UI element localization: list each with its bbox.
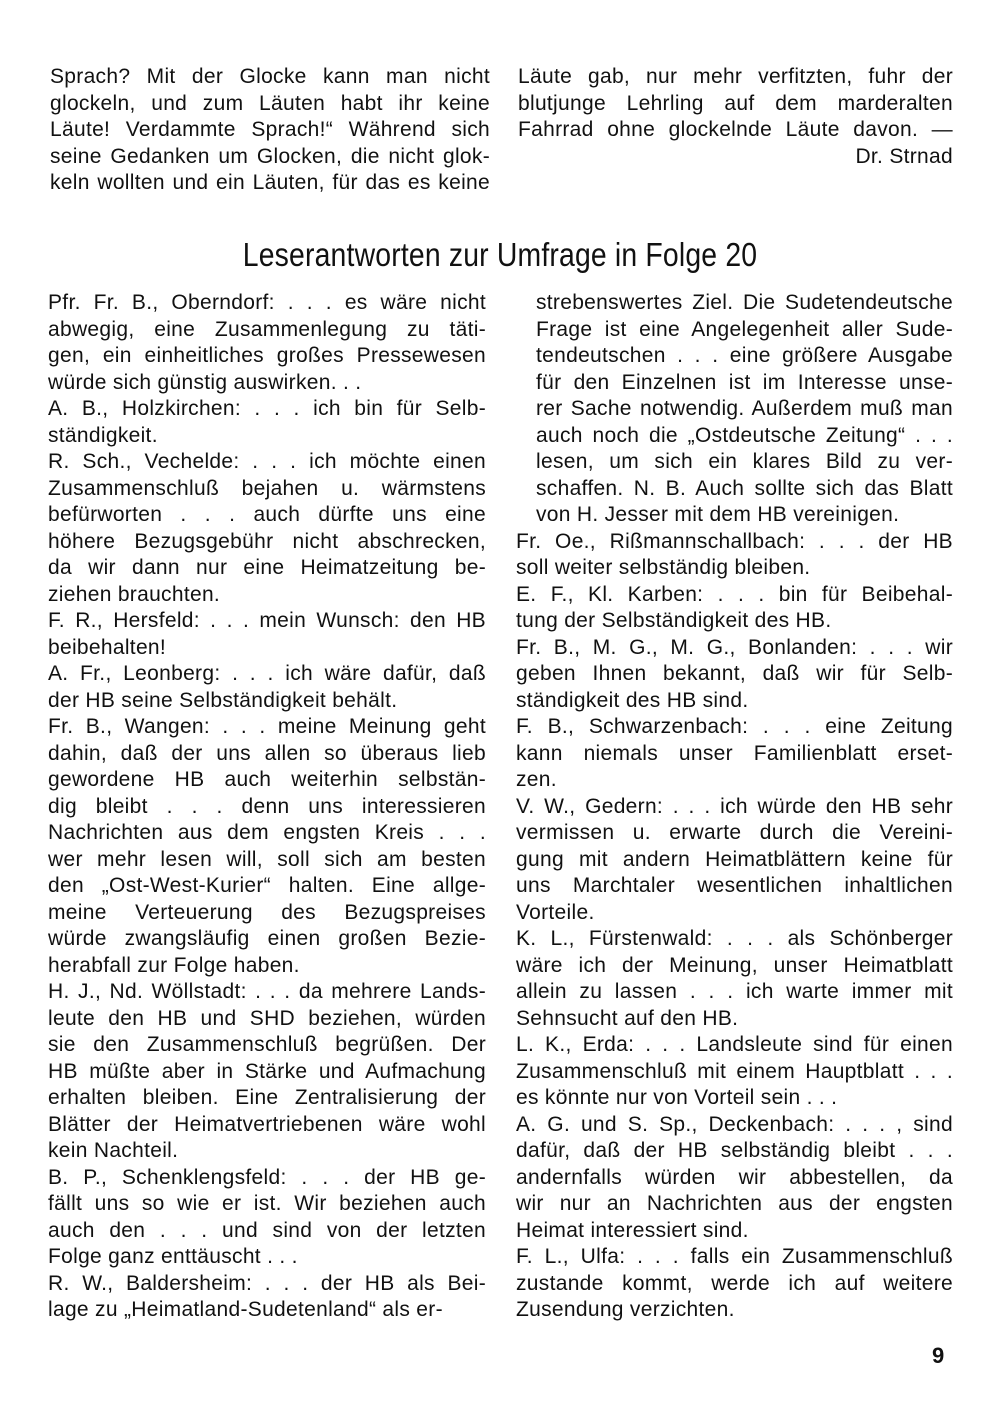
text-line: Pfr. Fr. B., Oberndorf: . . . es wäre nicht xyxy=(48,291,486,314)
continued-reader-reply xyxy=(516,290,953,529)
text-line: Fr. Oe., Rißmannschallbach: . . . der HB xyxy=(516,529,953,553)
text-line: Zusammenschluß bejahen u. wärmstens xyxy=(48,476,486,500)
text-line: Sprach? Mit der Glocke kann man nicht xyxy=(50,65,490,88)
text-line: würde zwangsläufig einen großen Bezie- xyxy=(48,927,486,950)
text-line: keln wollten und ein Läuten, für das es keine xyxy=(50,171,490,194)
reader-reply xyxy=(516,714,953,794)
text-line: R. Sch., Vechelde: . . . ich möchte einen xyxy=(48,450,486,473)
text-line: Sehnsucht auf den HB. xyxy=(516,1006,739,1030)
text-line: gung mit andern Heimatblättern keine für xyxy=(516,847,953,871)
text-line: erhalten bleiben. Eine Zentralisierung der xyxy=(48,1086,486,1109)
text-line: H. J., Nd. Wöllstadt: . . . da mehrere Lands- xyxy=(48,980,486,1003)
text-line: dahin, daß der uns allen so überaus lieb xyxy=(48,741,486,765)
text-line: strebenswertes Ziel. Die Sudetendeutsche xyxy=(536,291,953,314)
text-line: E. F., Kl. Karben: . . . bin für Beibehal- xyxy=(516,582,953,606)
text-line: leute den HB und SHD beziehen, würden xyxy=(48,1006,486,1030)
text-line: wer mehr lesen will, soll sich am besten xyxy=(48,847,486,871)
reader-reply xyxy=(516,582,953,635)
text-line: Blätter der Heimatvertriebenen wäre wohl xyxy=(48,1112,486,1136)
text-line: uns Marchtaler wesentlichen inhaltlichen xyxy=(516,874,953,897)
text-line: allein zu lassen . . . ich warte immer mit xyxy=(516,980,953,1003)
text-line: herabfall zur Folge haben. xyxy=(48,953,300,977)
text-line: F. R., Hersfeld: . . . mein Wunsch: den HB xyxy=(48,609,486,632)
reader-reply xyxy=(48,1165,486,1271)
text-line: ständigkeit. xyxy=(48,423,158,447)
text-line: ziehen brauchten. xyxy=(48,582,221,606)
reader-reply xyxy=(516,794,953,927)
text-line: ständigkeit des HB sind. xyxy=(516,688,749,712)
text-line: tendeutschen . . . eine größere Ausgabe xyxy=(536,344,953,367)
text-line: Fr. B., M. G., M. G., Bonlanden: . . . wir xyxy=(516,635,953,659)
text-line: blutjunge Lehrling auf dem marderalten xyxy=(518,91,953,115)
text-line: Nachrichten aus dem engsten Kreis . . . xyxy=(48,821,486,844)
text-line: soll weiter selbständig bleiben. xyxy=(516,556,811,579)
right-column xyxy=(516,290,953,1324)
text-line: Heimat interessiert sind. xyxy=(516,1218,749,1242)
reader-reply xyxy=(48,290,486,396)
text-line: HB müßte aber in Stärke und Aufmachung xyxy=(48,1059,486,1083)
text-line: zen. xyxy=(516,768,557,791)
text-line: wäre ich der Meinung, unser Heimatblatt xyxy=(516,953,953,977)
text-line: F. B., Schwarzenbach: . . . eine Zeitung xyxy=(516,715,953,738)
text-line: für den Einzelnen ist im Interesse unse- xyxy=(536,370,953,394)
text-line: zustande kommt, werde ich auf weitere xyxy=(516,1271,953,1295)
reader-reply xyxy=(516,529,953,582)
text-line: von H. Jesser mit dem HB vereinigen. xyxy=(536,503,900,526)
intro-text-right xyxy=(518,64,953,170)
text-line: Vorteile. xyxy=(516,900,595,924)
text-line: Folge ganz enttäuscht . . . xyxy=(48,1245,298,1268)
reader-reply xyxy=(48,1271,486,1324)
reader-reply xyxy=(516,1112,953,1245)
left-column xyxy=(48,290,486,1324)
text-line: A. Fr., Leonberg: . . . ich wäre dafür, daß xyxy=(48,662,486,685)
text-line: Zusammenschluß mit einem Hauptblatt . . . xyxy=(516,1059,953,1083)
text-line: gewordene HB auch weiterhin selbstän- xyxy=(48,768,486,791)
text-line: B. P., Schenklengsfeld: . . . der HB ge- xyxy=(48,1165,486,1189)
author-signature: Dr. Strnad xyxy=(855,144,953,168)
text-line: Fr. B., Wangen: . . . meine Meinung geht xyxy=(48,715,486,738)
reader-reply xyxy=(516,926,953,1032)
text-line: sie den Zusammenschluß begrüßen. Der xyxy=(48,1033,486,1056)
text-line: meine Verteuerung des Bezugspreises xyxy=(48,900,486,924)
reader-reply xyxy=(48,449,486,608)
text-line: Fahrrad ohne glockelnde Läute davon. — xyxy=(518,118,953,141)
text-line: A. G. und S. Sp., Deckenbach: . . . , sind xyxy=(516,1112,953,1136)
text-line: wir nur an Nachrichten aus der engsten xyxy=(516,1192,953,1215)
text-line: fällt uns so wie er ist. Wir beziehen auch xyxy=(48,1192,486,1215)
text-line: befürworten . . . auch dürfte uns eine xyxy=(48,503,486,526)
text-line: auch den . . . und sind von der letzten xyxy=(48,1218,486,1242)
text-line: V. W., Gedern: . . . ich würde den HB sehr xyxy=(516,794,953,818)
text-line: abwegig, eine Zusammenlegung zu täti- xyxy=(48,317,486,341)
reader-reply xyxy=(48,661,486,714)
text-line: Zusendung verzichten. xyxy=(516,1298,735,1321)
text-line: F. L., Ulfa: . . . falls ein Zusammenschluß xyxy=(516,1245,953,1268)
text-line: andernfalls würden wir abbestellen, da xyxy=(516,1165,953,1189)
text-line: A. B., Holzkirchen: . . . ich bin für Selb- xyxy=(48,397,486,420)
text-line: lesen, um sich ein klares Bild zu ver- xyxy=(536,450,953,473)
text-line: Frage ist eine Angelegenheit aller Sude- xyxy=(536,317,953,341)
text-line: geben Ihnen bekannt, daß wir für Selb- xyxy=(516,662,953,685)
text-line: R. W., Baldersheim: . . . der HB als Bei- xyxy=(48,1271,486,1295)
article-heading: Leserantworten zur Umfrage in Folge 20 xyxy=(242,236,758,273)
text-line: den „Ost-West-Kurier“ halten. Eine allge- xyxy=(48,874,486,897)
reader-reply xyxy=(48,396,486,449)
text-line: seine Gedanken um Glocken, die nicht glok- xyxy=(50,144,490,168)
text-line: es könnte nur von Vorteil sein . . . xyxy=(516,1086,838,1109)
text-line: da wir dann nur eine Heimatzeitung be- xyxy=(48,556,486,579)
text-line: glockeln, und zum Läuten habt ihr keine xyxy=(50,91,490,115)
text-line: dig bleibt . . . denn uns interessieren xyxy=(48,794,486,818)
reader-reply xyxy=(516,1032,953,1112)
text-line: dafür, daß der HB selbständig bleibt . . . xyxy=(516,1139,953,1162)
text-line: L. K., Erda: . . . Landsleute sind für einen xyxy=(516,1033,953,1056)
reader-reply xyxy=(48,714,486,979)
text-line: kann niemals unser Familienblatt erset- xyxy=(516,741,953,765)
text-line: lage zu „Heimatland-Sudetenland“ als er- xyxy=(48,1298,443,1321)
intro-text-left xyxy=(50,64,490,197)
text-line: tung der Selbständigkeit des HB. xyxy=(516,609,832,632)
reader-reply xyxy=(516,635,953,715)
text-line: rer Sache notwendig. Außerdem muß man xyxy=(536,397,953,420)
text-line: Läute! Verdammte Sprach!“ Während sich xyxy=(50,118,490,141)
text-line: K. L., Fürstenwald: . . . als Schönberger xyxy=(516,927,953,950)
reader-reply xyxy=(516,1244,953,1324)
text-line: höhere Bezugsgebühr nicht abschrecken, xyxy=(48,529,486,553)
text-line: gen, ein einheitliches großes Pressewesen xyxy=(48,344,486,367)
text-line: vermissen u. erwarte durch die Vereini- xyxy=(516,821,953,844)
text-line: der HB seine Selbständigkeit behält. xyxy=(48,688,398,712)
reader-reply xyxy=(48,608,486,661)
page-number: 9 xyxy=(932,1343,945,1368)
text-line: Läute gab, nur mehr verfitzten, fuhr der xyxy=(518,65,953,88)
text-line: schaffen. N. B. Auch sollte sich das Blatt xyxy=(536,476,953,500)
text-line: auch noch die „Ostdeutsche Zeitung“ . . . xyxy=(536,423,953,447)
reader-reply xyxy=(48,979,486,1165)
text-line: würde sich günstig auswirken. . . xyxy=(48,370,362,394)
text-line: beibehalten! xyxy=(48,635,167,659)
text-line: kein Nachteil. xyxy=(48,1139,179,1162)
